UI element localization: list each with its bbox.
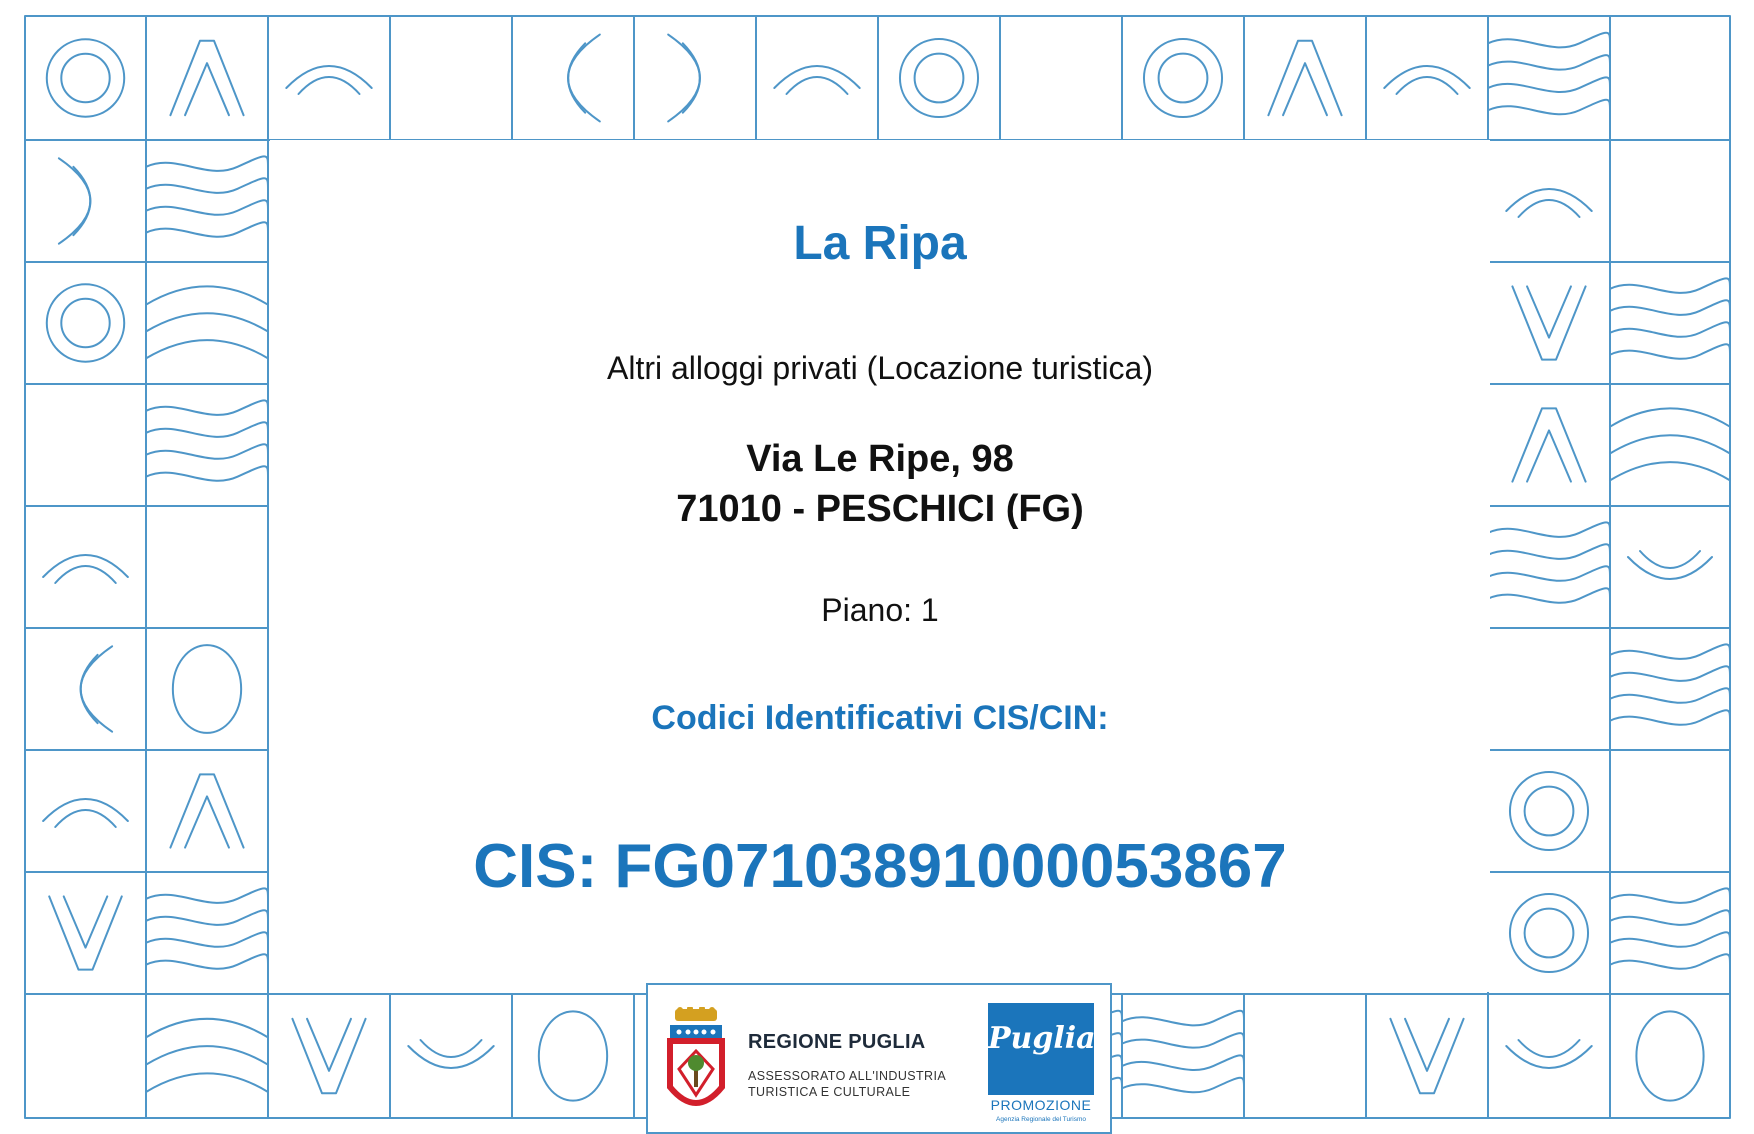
pattern-tile <box>1488 522 1610 602</box>
regione-puglia-crest-icon <box>666 1007 726 1119</box>
pattern-tile <box>539 1011 607 1100</box>
pattern-tile <box>170 774 243 847</box>
pattern-tile <box>1144 39 1222 117</box>
pattern-tile <box>1636 1011 1703 1100</box>
pattern-tile <box>146 286 268 358</box>
floor-info: Piano: 1 <box>821 592 939 628</box>
pattern-tile <box>47 39 124 116</box>
pattern-tile <box>568 35 600 122</box>
pattern-tile <box>1268 41 1341 115</box>
address-city: 71010 - PESCHICI (FG) <box>676 488 1084 530</box>
pattern-tile <box>1506 189 1591 217</box>
codes-heading: Codici Identificativi CIS/CIN: <box>651 699 1109 737</box>
address-street: Via Le Ripe, 98 <box>746 438 1014 480</box>
pattern-tile <box>1390 1019 1463 1093</box>
pattern-tile <box>43 555 128 583</box>
puglia-logo-word: Puglia <box>988 1021 1096 1056</box>
pattern-tile <box>170 41 243 115</box>
pattern-tile <box>146 400 268 480</box>
region-title: REGIONE PUGLIA <box>748 1031 926 1053</box>
pattern-tile <box>59 158 90 243</box>
pattern-tile <box>1610 408 1730 480</box>
pattern-tile <box>49 896 122 969</box>
pattern-tile <box>408 1040 493 1068</box>
pattern-tile <box>146 156 268 236</box>
pattern-tile <box>1610 644 1730 724</box>
property-address <box>270 434 1490 534</box>
puglia-promozione-logo-icon <box>988 1003 1094 1095</box>
pattern-tile <box>1512 286 1585 359</box>
pattern-tile <box>1512 408 1585 481</box>
pattern-tile <box>1488 33 1610 115</box>
property-category: Altri alloggi privati (Locazione turistica) <box>607 350 1153 386</box>
pattern-tile <box>146 888 268 968</box>
pattern-tile <box>774 66 859 94</box>
promo-label: PROMOZIONE <box>990 1097 1092 1113</box>
pattern-tile <box>900 39 978 117</box>
pattern-tile <box>146 1019 268 1092</box>
pattern-tile <box>1384 66 1469 94</box>
pattern-tile <box>1610 278 1730 358</box>
pattern-tile <box>1510 894 1588 972</box>
pattern-tile <box>1506 1040 1591 1068</box>
pattern-tile <box>47 284 124 361</box>
pattern-tile <box>668 35 700 122</box>
cis-code: CIS: FG07103891000053867 <box>473 832 1287 901</box>
pattern-tile <box>173 645 241 733</box>
department-line-1: ASSESSORATO ALL'INDUSTRIA <box>748 1069 947 1083</box>
pattern-tile <box>292 1019 365 1093</box>
promo-subtitle: Agenzia Regionale del Turismo <box>996 1116 1086 1123</box>
pattern-tile <box>286 66 371 94</box>
pattern-tile <box>1510 772 1588 850</box>
pattern-tile <box>1610 888 1730 968</box>
pattern-tile <box>81 646 112 731</box>
property-name: La Ripa <box>793 217 967 270</box>
pattern-tile <box>1122 1011 1244 1093</box>
footer-logos <box>646 983 1112 1134</box>
pattern-tile <box>43 799 128 827</box>
pattern-tile <box>1628 551 1712 579</box>
department-line-2: TURISTICA E CULTURALE <box>748 1085 911 1099</box>
